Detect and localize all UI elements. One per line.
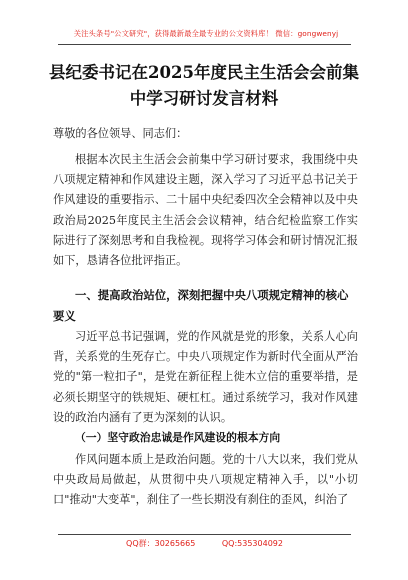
paragraph: 作风问题本质上是政治问题。党的十八大以来，我们党从中央政局局做起，从贯彻中央八项规定精神入手，以"小切口"推动"大变革"，刹住了一些长期没有刹住的歪风，纠治了 (53, 453, 358, 507)
footer-divider (58, 534, 351, 535)
header-divider (58, 44, 351, 45)
salutation: 尊敬的各位领导、同志们： (53, 127, 188, 140)
footer-qq: QQ:535304092 (221, 539, 283, 548)
paragraph: 根据本次民主生活会会前集中学习研讨要求，我围绕中央八项规定精神和作风建设主题，深入学习了习近平总书记关于作风建设的重要指示、二十届中央纪委四次全会精神以及中央政治局2025年度民主生活会会议精神，结合纪检监察工作实际进行了深刻思考和自我检视。现将学习体会和研讨情况汇报如下，恳请各位批评指正。 (53, 153, 358, 268)
footer-contact (58, 538, 351, 549)
document-title: 县纪委书记在2025年度民主生活会会前集中学习研讨发言材料 (49, 63, 359, 108)
sub-heading: （一）坚守政治忠诚是作风建设的根本方向 (75, 431, 281, 444)
paragraph: 习近平总书记强调，党的作风就是党的形象，关系人心向背，关系党的生死存亡。中央八项规定作为新时代全面从严治党的"第一粒扣子"，是党在新征程上徙木立信的重要举措，是必须长期坚守的铁规矩、硬杠杠。通过系统学习，我对作风建设的政治内涵有了更为深刻的认识。 (53, 330, 358, 424)
footer-qq-group: QQ群：30265665 (126, 539, 196, 548)
section-heading: 一、提高政治站位，深刻把握中央八项规定精神的核心要义 (53, 288, 349, 323)
header-banner: 关注头条号"公文研究"，获得最新最全最专业的公文资料库！ 微信：gongwenyj (73, 29, 339, 38)
